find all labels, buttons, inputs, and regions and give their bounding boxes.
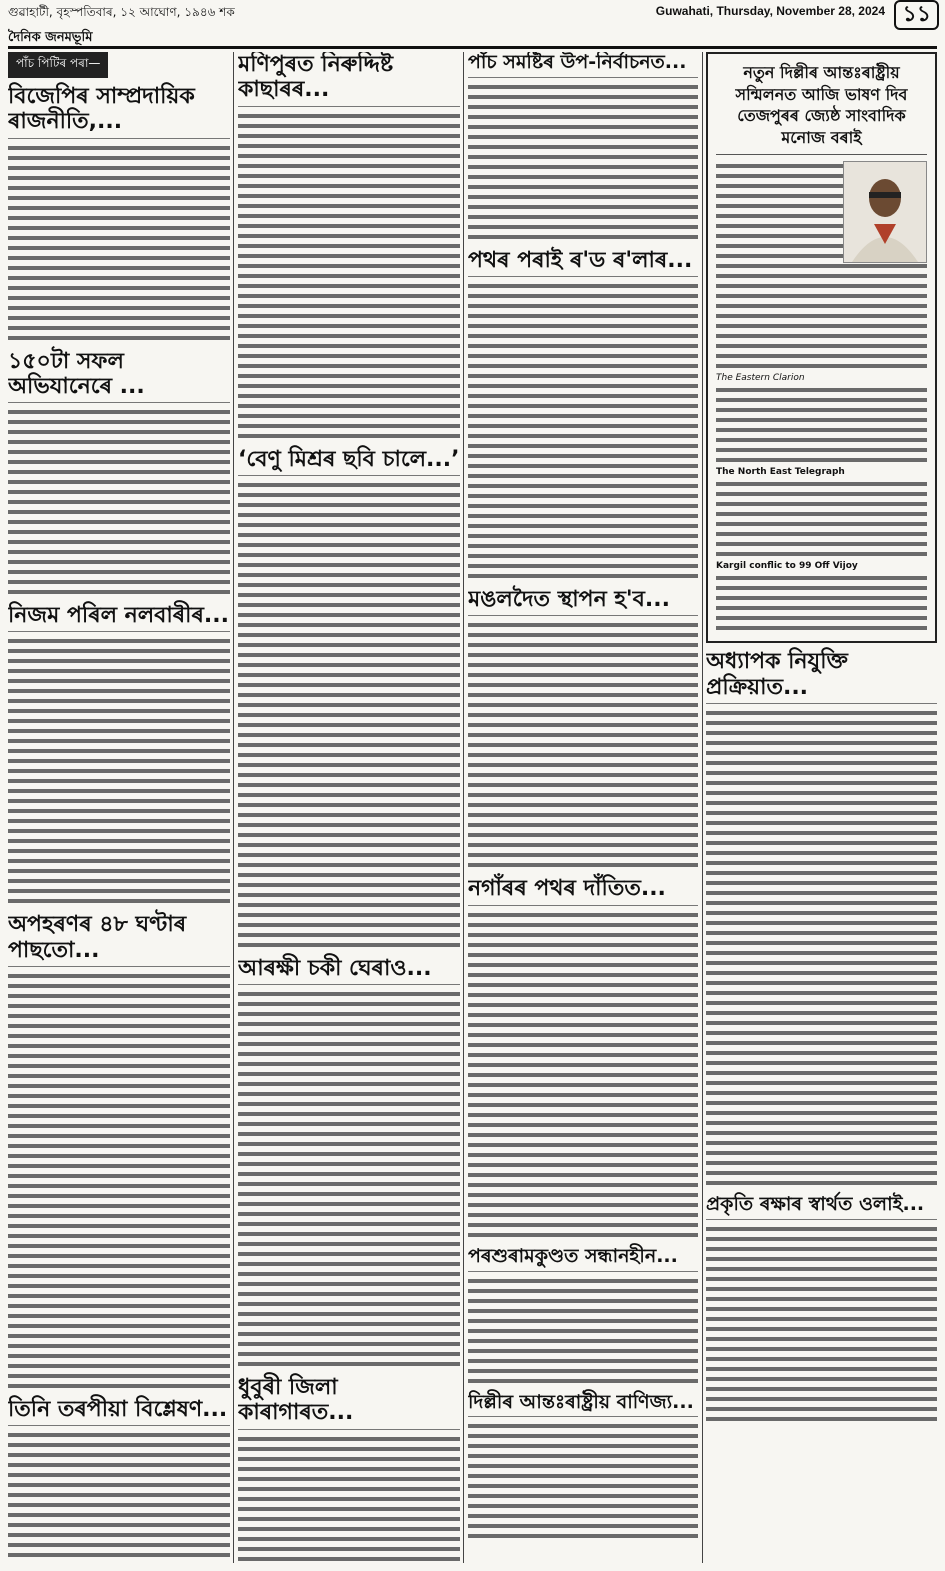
article-body — [238, 111, 460, 441]
article-body — [8, 407, 230, 597]
headline: প্ৰকৃতি ৰক্ষাৰ স্বাৰ্থত ওলাই... — [706, 1194, 937, 1220]
feature-box — [706, 52, 937, 643]
headline: দিল্লীৰ আন্তঃৰাষ্ট্ৰীয় বাণিজ্য... — [468, 1392, 698, 1418]
headline: মণিপুৰত নিৰুদ্দিষ্ট কাছাৰৰ... — [238, 52, 460, 107]
brand-bar — [8, 26, 937, 49]
headline: ১৫০টা সফল অভিযানেৰে ... — [8, 349, 230, 404]
column-rule — [233, 52, 234, 1563]
headline: পাঁচ সমষ্টিৰ উপ-নিৰ্বাচনত... — [468, 52, 698, 78]
column-4 — [706, 52, 937, 1563]
date-english: Guwahati, Thursday, November 28, 2024 — [655, 4, 885, 18]
article-body — [468, 82, 698, 242]
headline: আৰক্ষী চকী ঘেৰাও... — [238, 956, 460, 985]
headline: অধ্যাপক নিযুক্তি প্ৰক্ৰিয়াত... — [706, 649, 937, 704]
headline: নগাঁৰৰ পথৰ দাঁতিত... — [468, 876, 698, 905]
headline: নিজম পৰিল নলবাৰীৰ... — [8, 603, 230, 632]
article-body — [8, 1430, 230, 1563]
headline: ধুবুৰী জিলা কাৰাগাৰত... — [238, 1375, 460, 1430]
page-number: ১১ — [894, 0, 939, 30]
article-body — [8, 143, 230, 343]
date-local: গুৱাহাটী, বৃহস্পতিবাৰ, ১২ আঘোণ, ১৯৪৬ শক — [8, 5, 235, 19]
headline: পথৰ পৰাই ৰ'ড ৰ'লাৰ... — [468, 248, 698, 277]
continued-kicker: পাঁচ পিটিৰ পৰা— — [8, 52, 108, 78]
column-3 — [468, 52, 698, 1563]
headline: মঙলদৈত স্থাপন হ'ব... — [468, 587, 698, 616]
column-1 — [8, 52, 230, 1563]
article-body — [238, 1434, 460, 1563]
quoted-title: The Eastern Clarion — [716, 373, 805, 384]
article-body — [8, 636, 230, 906]
article-body — [238, 989, 460, 1369]
quoted-title: The North East Telegraph — [716, 467, 845, 478]
headline: অপহৰণৰ ৪৮ ঘণ্টাৰ পাছতো... — [8, 912, 230, 967]
article-body — [706, 1224, 937, 1424]
article-body — [706, 708, 937, 1188]
article-body — [716, 573, 927, 633]
quoted-title: Kargil conflic to 99 Off Vijoy — [716, 561, 858, 572]
article-body — [468, 1276, 698, 1386]
headline: তিনি তৰপীয়া বিশ্লেষণ... — [8, 1397, 230, 1426]
brand-name: দৈনিক জনমভূমি — [8, 30, 93, 45]
column-2 — [238, 52, 460, 1563]
headline: বিজেপিৰ সাম্প্ৰদায়িক ৰাজনীতি,... — [8, 84, 230, 139]
headline: পৰশুৰামকুণ্ডত সন্ধানহীন... — [468, 1246, 698, 1272]
article-body — [716, 385, 927, 465]
article-body — [468, 1421, 698, 1541]
article-body — [468, 620, 698, 870]
article-body — [716, 479, 927, 559]
article-body — [8, 971, 230, 1391]
journalist-photo — [843, 161, 927, 263]
feature-headline: নতুন দিল্লীৰ আন্তঃৰাষ্ট্ৰীয় সন্মিলনত আজি ভাষণ দিব তেজপুৰৰ জ্যেষ্ঠ সাংবাদিক মনোজ বৰাই — [716, 62, 927, 155]
headline: ‘বেণু মিশ্ৰৰ ছবি চালে...’ — [238, 447, 460, 476]
column-rule — [463, 52, 464, 1563]
column-rule — [702, 52, 703, 1563]
article-body — [468, 281, 698, 581]
article-body — [468, 910, 698, 1240]
article-body — [238, 480, 460, 950]
